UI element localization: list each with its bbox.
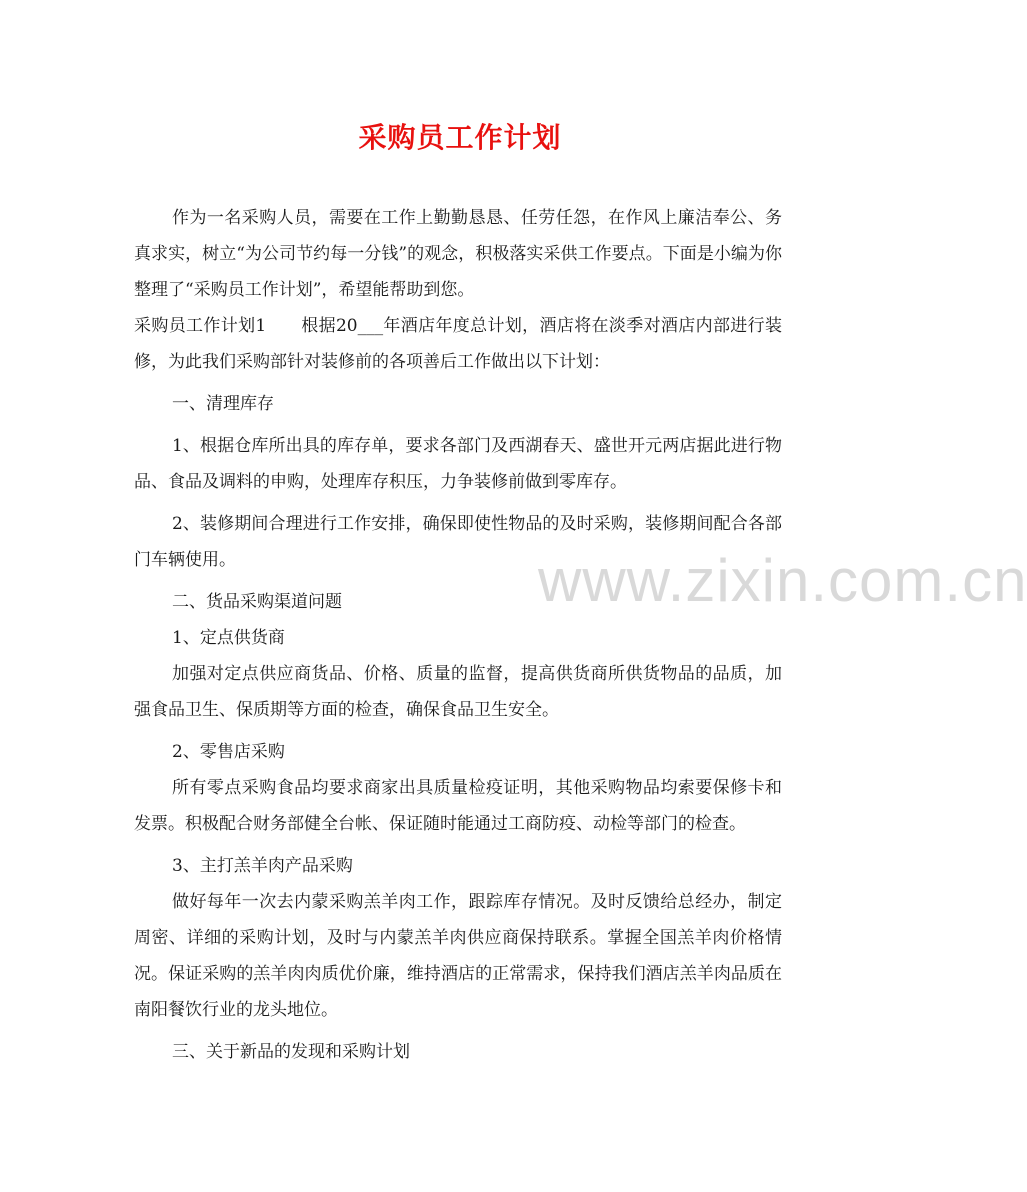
document-title: 采购员工作计划: [358, 121, 562, 154]
paragraph-intro: 作为一名采购人员，需要在工作上勤勤恳恳、任劳任怨，在作风上廉洁奉公、务真求实，树立“为公司节约每一分钱”的观念，积极落实采供工作要点。下面是小编为你整理了“采购员工作计划”，希望能帮助到您。: [134, 208, 782, 300]
heading-purchase-channels: 二、货品采购渠道问题: [172, 592, 342, 612]
paragraph-designated-suppliers: 加强对定点供应商货品、价格、质量的监督，提高供货商所供货物品的品质，加强食品卫生、保质期等方面的检查，确保食品卫生安全。: [134, 664, 782, 720]
paragraph-lamb-purchase: 做好每年一次去内蒙采购羔羊肉工作，跟踪库存情况。及时反馈给总经办，制定周密、详细的采购计划，及时与内蒙羔羊肉供应商保持联系。掌握全国羔羊肉价格情况。保证采购的羔羊肉肉质优价廉，维持酒店的正常需求，保持我们酒店羔羊肉品质在南阳餐饮行业的龙头地位。: [134, 892, 782, 1020]
watermark: www.zixin.com.cn: [538, 547, 1027, 614]
paragraph-inventory-2: 2、装修期间合理进行工作安排，确保即使性物品的及时采购，装修期间配合各部门车辆使用。: [134, 514, 782, 570]
paragraph-retail-purchase: 所有零点采购食品均要求商家出具质量检疫证明，其他采购物品均索要保修卡和发票。积极配合财务部健全台帐、保证随时能通过工商防疫、动检等部门的检查。: [134, 778, 782, 834]
paragraph-inventory-1: 1、根据仓库所出具的库存单，要求各部门及西湖春天、盛世开元两店据此进行物品、食品及调料的申购，处理库存积压，力争装修前做到零库存。: [134, 436, 782, 492]
subheading-lamb-purchase: 3、主打羔羊肉产品采购: [172, 856, 353, 876]
document-body: [134, 200, 782, 1070]
paragraph-plan-1: 采购员工作计划1 根据20___年酒店年度总计划，酒店将在淡季对酒店内部进行装修，为此我们采购部针对装修前的各项善后工作做出以下计划：: [134, 316, 782, 372]
subheading-designated-suppliers: 1、定点供货商: [172, 628, 285, 648]
subheading-retail-purchase: 2、零售店采购: [172, 742, 285, 762]
heading-clear-inventory: 一、清理库存: [172, 394, 274, 414]
heading-new-products: 三、关于新品的发现和采购计划: [172, 1042, 410, 1062]
